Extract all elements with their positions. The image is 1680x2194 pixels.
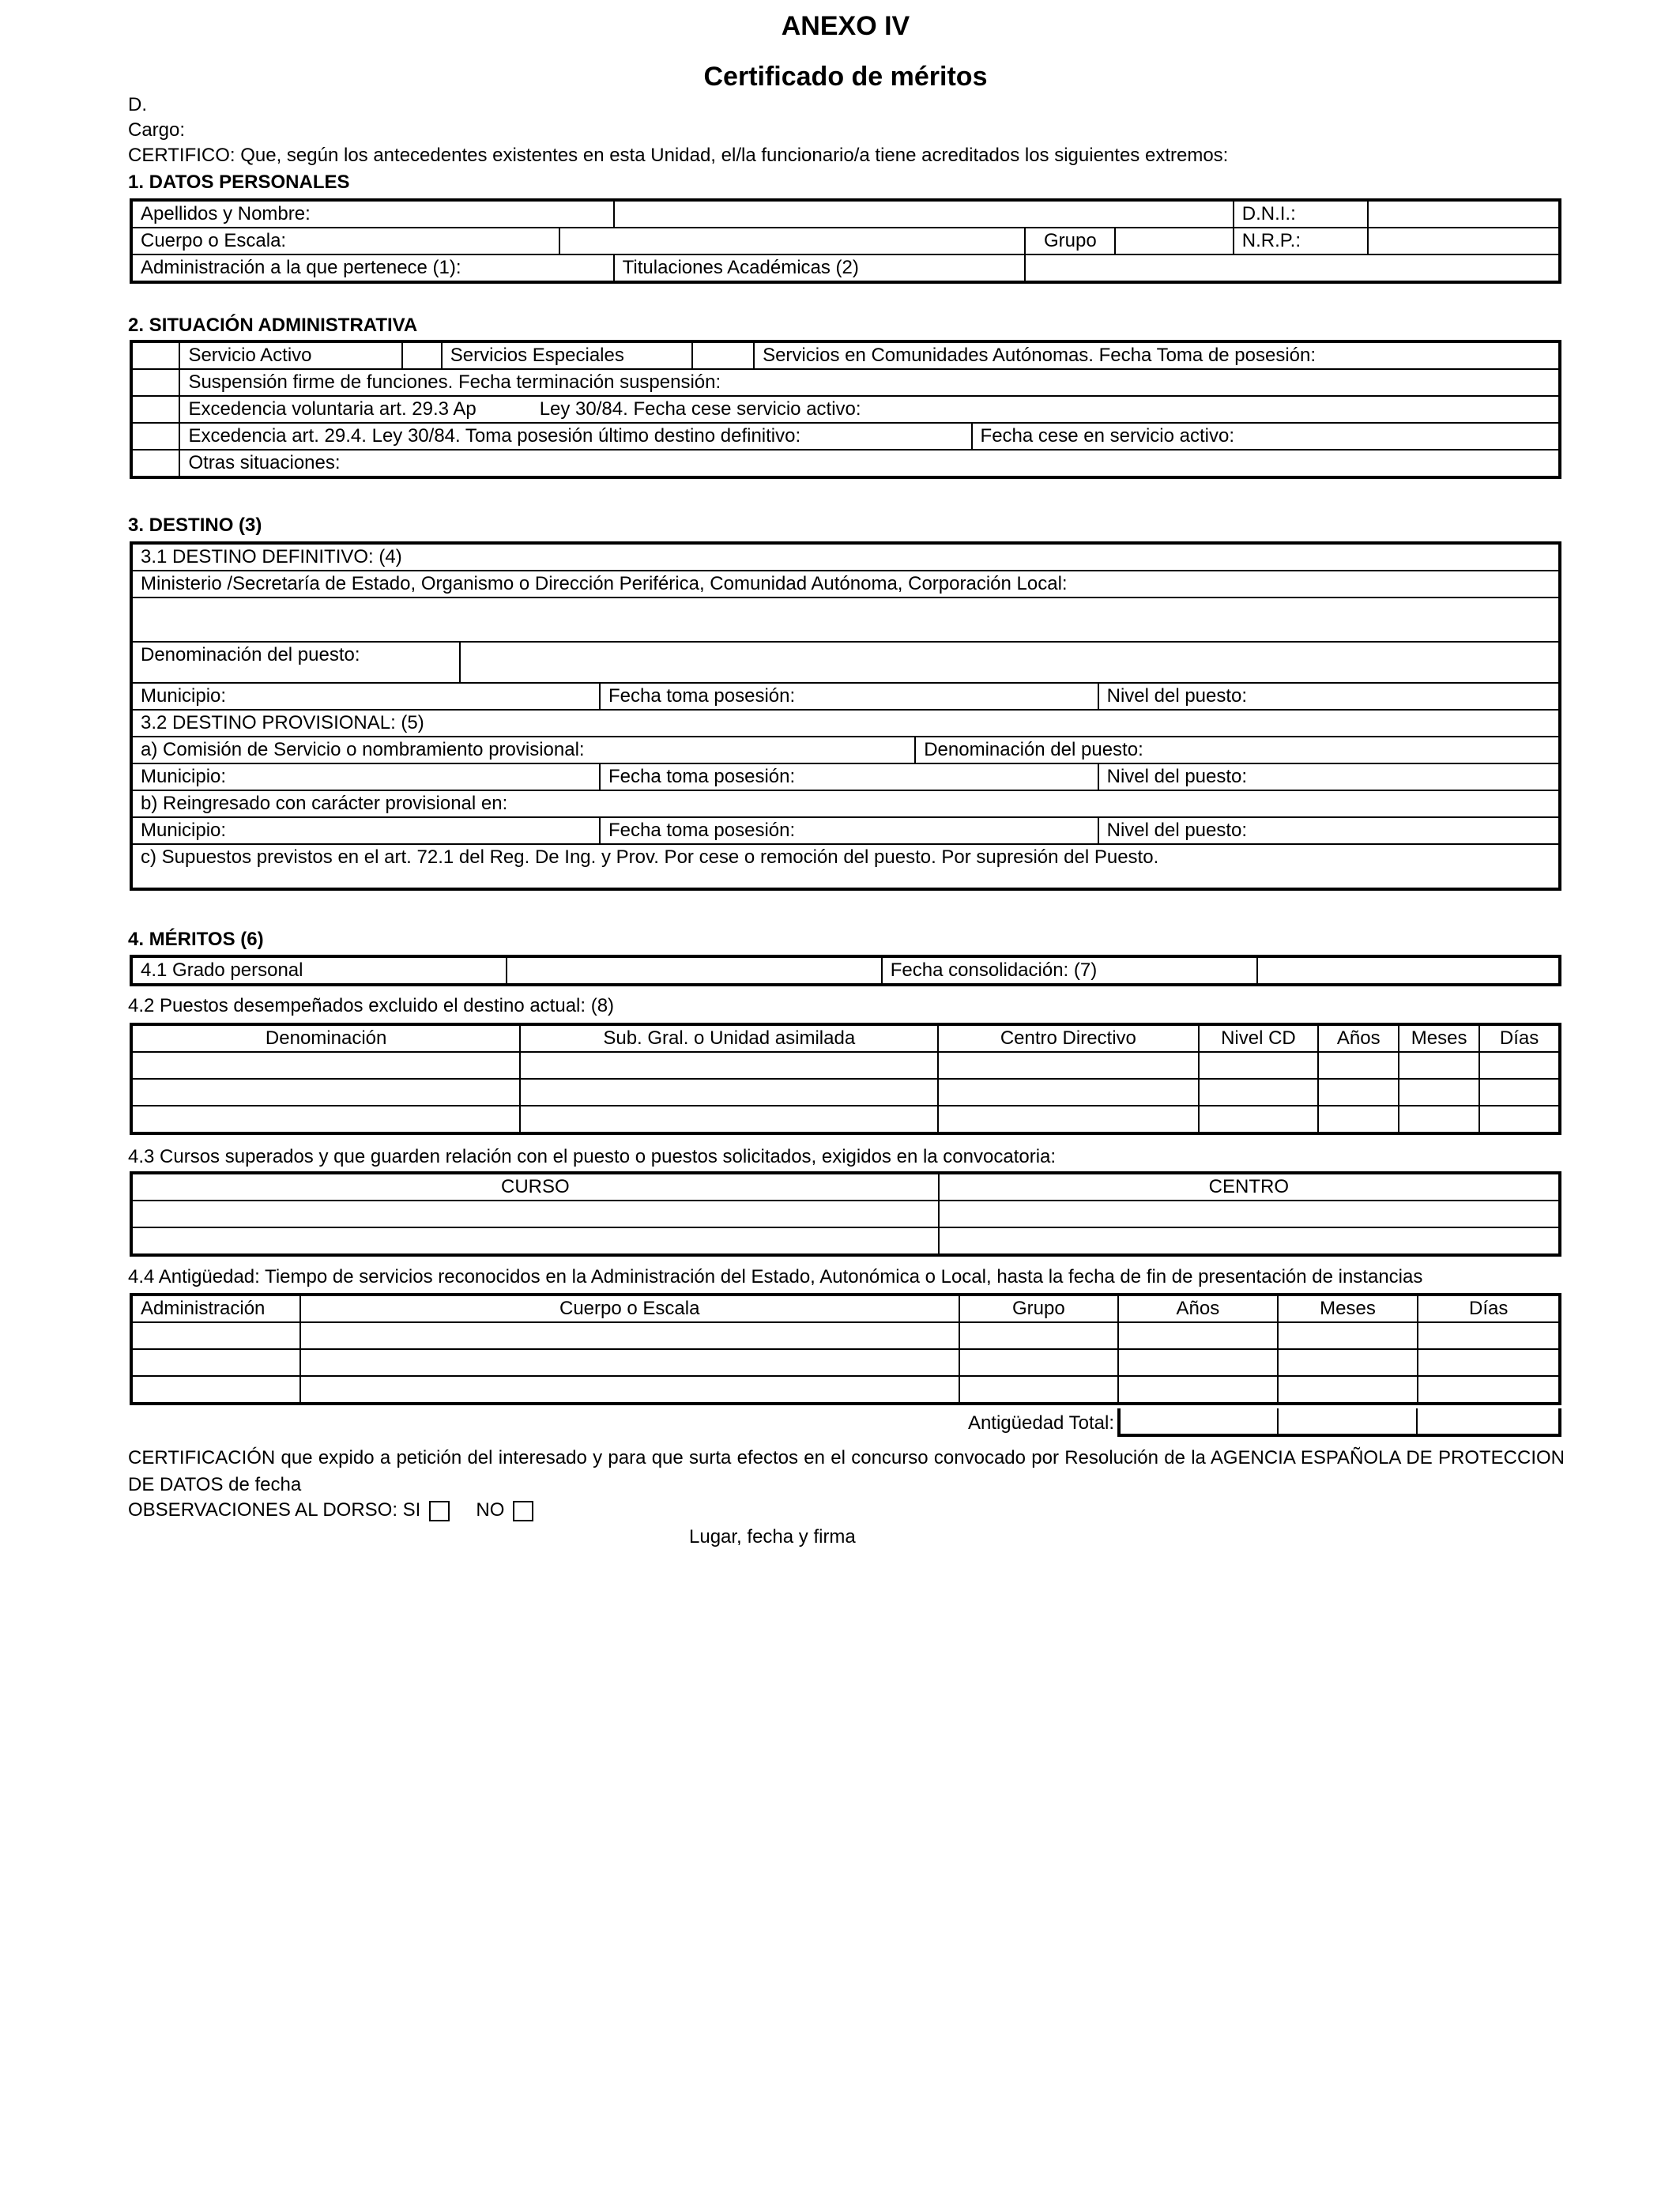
- municipio-label: Municipio:: [131, 683, 600, 710]
- table-row[interactable]: [131, 1106, 1560, 1133]
- fecha-toma3-label: Fecha toma posesión:: [600, 817, 1098, 844]
- table-row[interactable]: [131, 1079, 1560, 1106]
- fecha-consolidacion-label: Fecha consolidación: (7): [882, 956, 1257, 985]
- ministerio-field[interactable]: [131, 598, 1560, 642]
- section-1-heading: 1. DATOS PERSONALES: [128, 172, 350, 193]
- servicios-especiales-label: Servicios Especiales: [442, 341, 693, 369]
- destino-table: [130, 541, 1561, 891]
- section-3-heading: 3. DESTINO (3): [128, 515, 262, 536]
- destino-definitivo-label: 3.1 DESTINO DEFINITIVO: (4): [131, 543, 1560, 571]
- antiguedad-header: Años: [1118, 1295, 1278, 1322]
- excedencia-voluntaria-checkbox[interactable]: [131, 396, 179, 423]
- puestos-header: Años: [1318, 1024, 1399, 1052]
- cursos-header: CENTRO: [939, 1173, 1560, 1201]
- table-row[interactable]: [131, 1201, 1560, 1227]
- grado-field[interactable]: [507, 956, 882, 985]
- no-label: NO: [476, 1499, 505, 1521]
- table-row[interactable]: [131, 1376, 1560, 1404]
- antiguedad-header: Días: [1418, 1295, 1560, 1322]
- suspension-label: Suspensión firme de funciones. Fecha terminación suspensión:: [179, 369, 1560, 396]
- puestos-header: Centro Directivo: [938, 1024, 1198, 1052]
- puestos-header: Denominación: [131, 1024, 520, 1052]
- section-4-heading: 4. MÉRITOS (6): [128, 929, 264, 950]
- antiguedad-total-table: [1117, 1408, 1561, 1437]
- certificacion-text: CERTIFICACIÓN que expido a petición del interesado y para que surta efectos en el concurso convocado por Resolución de la AGENCIA ESPAÑOLA DE PROTECCION DE DATOS de fecha: [128, 1447, 1565, 1495]
- cuerpo-label: Cuerpo o Escala:: [131, 228, 559, 254]
- table-row[interactable]: [131, 1227, 1560, 1255]
- grado-table: [130, 955, 1561, 986]
- admin-situation-table: [130, 340, 1561, 479]
- fecha-toma2-label: Fecha toma posesión:: [600, 763, 1098, 790]
- cursos-header: CURSO: [131, 1173, 939, 1201]
- otras-label: Otras situaciones:: [179, 450, 1560, 477]
- nivel-label: Nivel del puesto:: [1098, 683, 1560, 710]
- grupo-field[interactable]: [1115, 228, 1233, 254]
- cursos-table: [130, 1171, 1561, 1257]
- excedencia-voluntaria-label-b: Ley 30/84. Fecha cese servicio activo:: [539, 398, 861, 420]
- total-dias-field[interactable]: [1417, 1408, 1560, 1435]
- cuerpo-field[interactable]: [559, 228, 1025, 254]
- antiguedad-table: [130, 1293, 1561, 1405]
- antiguedad-title: 4.4 Antigüedad: Tiempo de servicios reconocidos en la Administración del Estado, Autonómica o Local, hasta la fecha de fin de presentación de instancias: [128, 1266, 1423, 1287]
- puestos-table: [130, 1023, 1561, 1135]
- grado-label: 4.1 Grado personal: [131, 956, 507, 985]
- denominacion-field[interactable]: [460, 642, 1560, 683]
- servicio-activo-label: Servicio Activo: [179, 341, 402, 369]
- observaciones-label: OBSERVACIONES AL DORSO: SI: [128, 1499, 421, 1521]
- puestos-header: Nivel CD: [1199, 1024, 1319, 1052]
- puestos-header-row: [131, 1024, 1560, 1052]
- suspension-checkbox[interactable]: [131, 369, 179, 396]
- comunidades-checkbox[interactable]: [692, 341, 754, 369]
- titulaciones-field[interactable]: [1025, 254, 1560, 282]
- excedencia-294-label: Excedencia art. 29.4. Ley 30/84. Toma posesión último destino definitivo:: [179, 423, 971, 450]
- nrp-field[interactable]: [1368, 228, 1560, 254]
- lugar-fecha-firma: Lugar, fecha y firma: [689, 1526, 856, 1547]
- antiguedad-header: Cuerpo o Escala: [300, 1295, 959, 1322]
- cursos-title: 4.3 Cursos superados y que guarden relación con el puesto o puestos solicitados, exigidos en la convocatoria:: [128, 1146, 1057, 1167]
- ministerio-label: Ministerio /Secretaría de Estado, Organismo o Dirección Periférica, Comunidad Autónoma, Corporación Local:: [131, 571, 1560, 598]
- antiguedad-total-label: Antigüedad Total:: [967, 1412, 1114, 1434]
- otras-checkbox[interactable]: [131, 450, 179, 477]
- apellidos-label: Apellidos y Nombre:: [131, 200, 614, 228]
- municipio2-label: Municipio:: [131, 763, 600, 790]
- comunidades-label: Servicios en Comunidades Autónomas. Fecha Toma de posesión:: [754, 341, 1560, 369]
- table-row[interactable]: [131, 1052, 1560, 1079]
- section-2-heading: 2. SITUACIÓN ADMINISTRATIVA: [128, 315, 418, 336]
- puestos-header: Días: [1479, 1024, 1560, 1052]
- puestos-header: Sub. Gral. o Unidad asimilada: [520, 1024, 938, 1052]
- apellidos-field[interactable]: [614, 200, 1234, 228]
- si-checkbox[interactable]: [429, 1501, 450, 1521]
- excedencia-voluntaria-label: Excedencia voluntaria art. 29.3 Ap: [188, 398, 477, 420]
- certifico-text: CERTIFICO: Que, según los antecedentes existentes en esta Unidad, el/la funcionario/a tiene acreditados los siguientes extremos:: [128, 145, 1229, 166]
- nrp-label: N.R.P.:: [1234, 228, 1369, 254]
- dni-field[interactable]: [1368, 200, 1560, 228]
- antiguedad-header-row: [131, 1295, 1560, 1322]
- table-row[interactable]: [131, 1322, 1560, 1349]
- comision-label: a) Comisión de Servicio o nombramiento provisional:: [131, 737, 915, 763]
- denominacion-label: Denominación del puesto:: [131, 642, 460, 683]
- administracion-label: Administración a la que pertenece (1):: [131, 254, 614, 282]
- municipio3-label: Municipio:: [131, 817, 600, 844]
- servicio-activo-checkbox[interactable]: [131, 341, 179, 369]
- grupo-label: Grupo: [1025, 228, 1115, 254]
- servicios-especiales-checkbox[interactable]: [402, 341, 442, 369]
- fecha-toma-label: Fecha toma posesión:: [600, 683, 1098, 710]
- supuestos-label: c) Supuestos previstos en el art. 72.1 del Reg. De Ing. y Prov. Por cese o remoción del puesto. Por supresión del Puesto.: [131, 844, 1560, 889]
- fecha-cese-label: Fecha cese en servicio activo:: [972, 423, 1560, 450]
- nivel2-label: Nivel del puesto:: [1098, 763, 1560, 790]
- titulaciones-label: Titulaciones Académicas (2): [614, 254, 1026, 282]
- total-meses-field[interactable]: [1278, 1408, 1418, 1435]
- excedencia-294-checkbox[interactable]: [131, 423, 179, 450]
- puestos-title: 4.2 Puestos desempeñados excluido el destino actual: (8): [128, 995, 615, 1016]
- antiguedad-header: Administración: [131, 1295, 300, 1322]
- destino-provisional-label: 3.2 DESTINO PROVISIONAL: (5): [131, 710, 1560, 737]
- antiguedad-header: Meses: [1278, 1295, 1418, 1322]
- personal-data-table: [130, 198, 1561, 284]
- fecha-consolidacion-field[interactable]: [1257, 956, 1560, 985]
- annex-title: ANEXO IV: [781, 11, 910, 41]
- reingresado-label: b) Reingresado con carácter provisional en:: [131, 790, 1560, 817]
- nivel3-label: Nivel del puesto:: [1098, 817, 1560, 844]
- observaciones-row: [128, 1498, 533, 1522]
- cargo-label: Cargo:: [128, 119, 186, 141]
- antiguedad-header: Grupo: [959, 1295, 1119, 1322]
- d-label: D.: [128, 94, 147, 115]
- excedencia-voluntaria-cell: [179, 396, 1560, 423]
- total-anos-field[interactable]: [1119, 1408, 1278, 1435]
- dni-label: D.N.I.:: [1234, 200, 1369, 228]
- denominacion2-label: Denominación del puesto:: [915, 737, 1560, 763]
- document-title: Certificado de méritos: [703, 62, 988, 92]
- cursos-header-row: [131, 1173, 1560, 1201]
- table-row[interactable]: [131, 1349, 1560, 1376]
- puestos-header: Meses: [1399, 1024, 1479, 1052]
- no-checkbox[interactable]: [513, 1501, 533, 1521]
